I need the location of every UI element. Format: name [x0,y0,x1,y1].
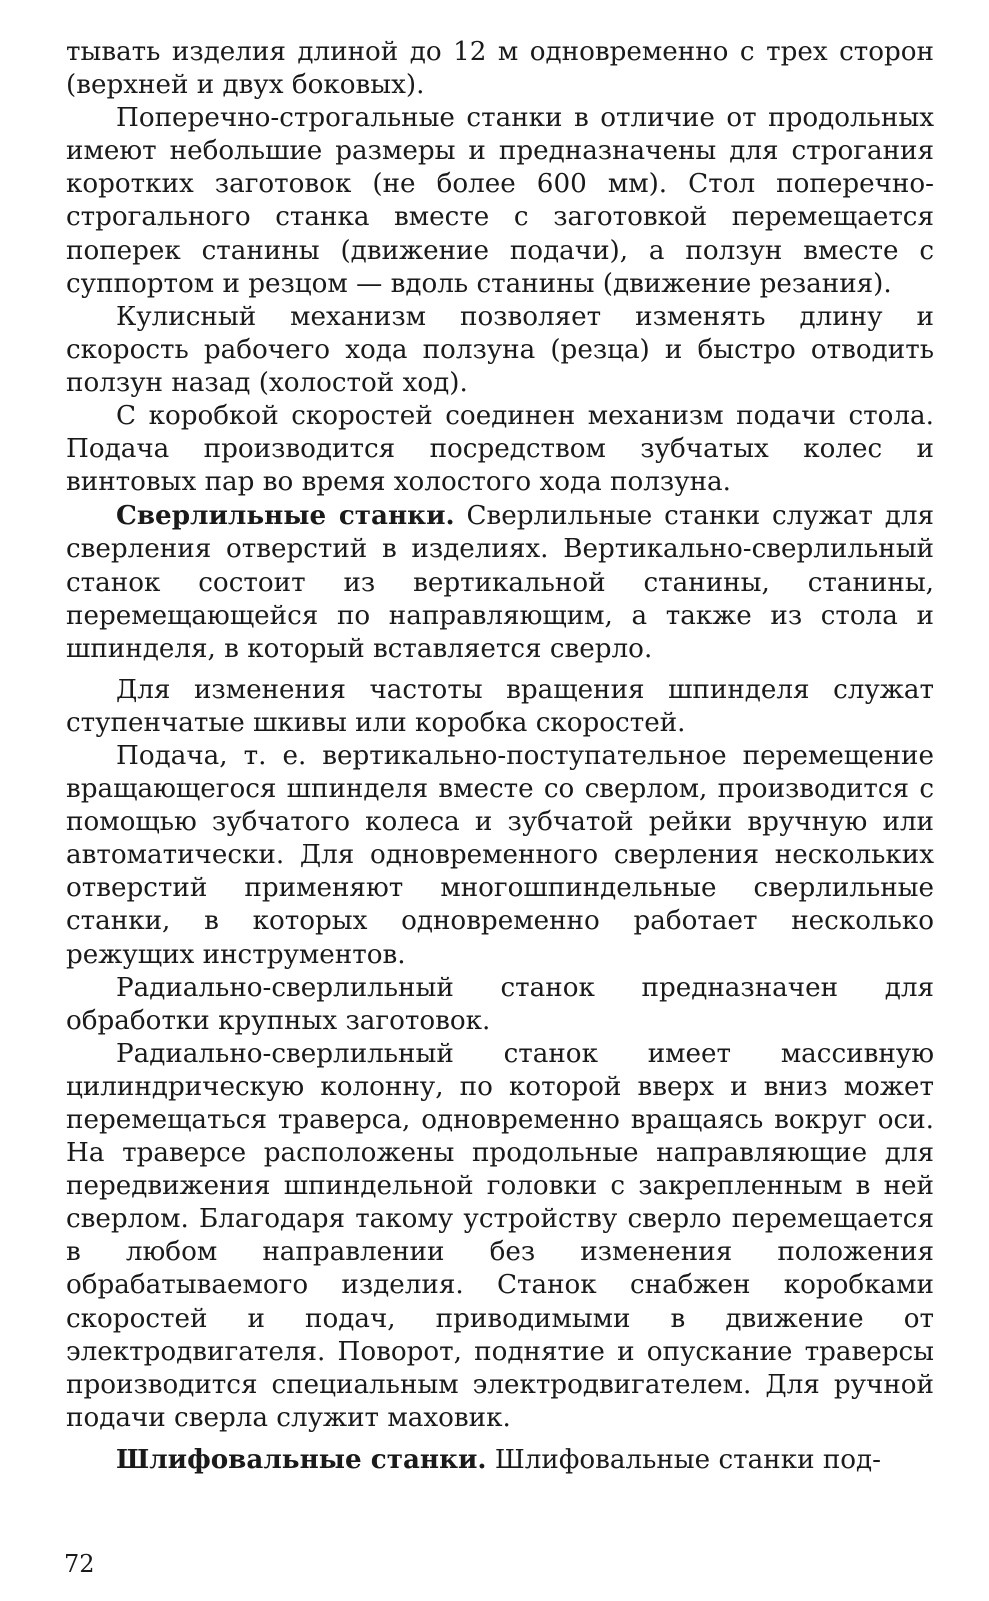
paragraph-text: Шлифовальные станки под- [486,1444,882,1475]
paragraph-drilling-machines [66,499,934,665]
paragraph-shaping-machines: Поперечно-строгальные станки в отличие от продольных имеют небольшие размеры и предназначены для строгания коротких заготовок (не более 600 мм). Стол поперечно-строгального станка вместе с заготовкой перемещается поперек станины (движение подачи), а ползун вместе с суппортом и резцом — вдоль станины (движение резания). [66,103,934,299]
paragraph-radial-purpose: Радиально-сверлильный станок предназначен для обработки крупных заготовок. [66,972,934,1036]
paragraph-slotted-link: Кулисный механизм позволяет изменять длину и скорость рабочего хода ползуна (резца) и быстро отводить ползун назад (холостой ход). [66,301,934,398]
section-heading-grinding: Шлифовальные станки. [116,1443,487,1475]
page-number: 72 [64,1550,95,1578]
paragraph-feed-mechanism: С коробкой скоростей соединен механизм подачи стола. Подача производится посредством зубчатых колес и винтовых пар во время холостого хода ползуна. [66,401,934,498]
paragraph-continuation: тывать изделия длиной до 12 м одновременно с трех сторон (верхней и двух боковых). [66,37,934,101]
paragraph-spindle-speed: Для изменения частоты вращения шпинделя служат ступенчатые шкивы или коробка скоростей. [66,674,934,738]
paragraph-radial-design: Радиально-сверлильный станок имеет массивную цилиндрическую колонну, по которой вверх и вниз может перемещаться траверса, одновременно вращаясь вокруг оси. На траверсе расположены продольные направляющие для передвижения шпиндельной головки с закрепленным в ней сверлом. Благодаря такому устройству сверло перемещается в любом направлении без изменения положения обрабатываемого изделия. Станок снабжен коробками скоростей и подач, приводимыми в движение от электродвигателя. Поворот, поднятие и опускание траверсы производится специальным электродвигателем. Для ручной подачи сверла служит маховик. [66,1038,934,1433]
section-heading-drilling: Сверлильные станки. [116,500,455,532]
page-body [66,36,934,1477]
paragraph-grinding-machines [66,1443,934,1477]
paragraph-feed-spindle: Подача, т. е. вертикально-поступательное перемещение вращающегося шпинделя вместе со сверлом, производится с помощью зубчатого колеса и зубчатой рейки вручную или автоматически. Для одновременного сверления нескольких отверстий применяют многошпиндельные сверлильные станки, в которых одновременно работает несколько режущих инструментов. [66,740,934,970]
paragraph-text: Сверлильные станки служат для сверления отверстий в изделиях. Вертикально-сверлильный станок состоит из вертикальной станины, станины, перемещающейся по направляющим, а также из стола и шпинделя, в который вставляется сверло. [66,501,934,664]
